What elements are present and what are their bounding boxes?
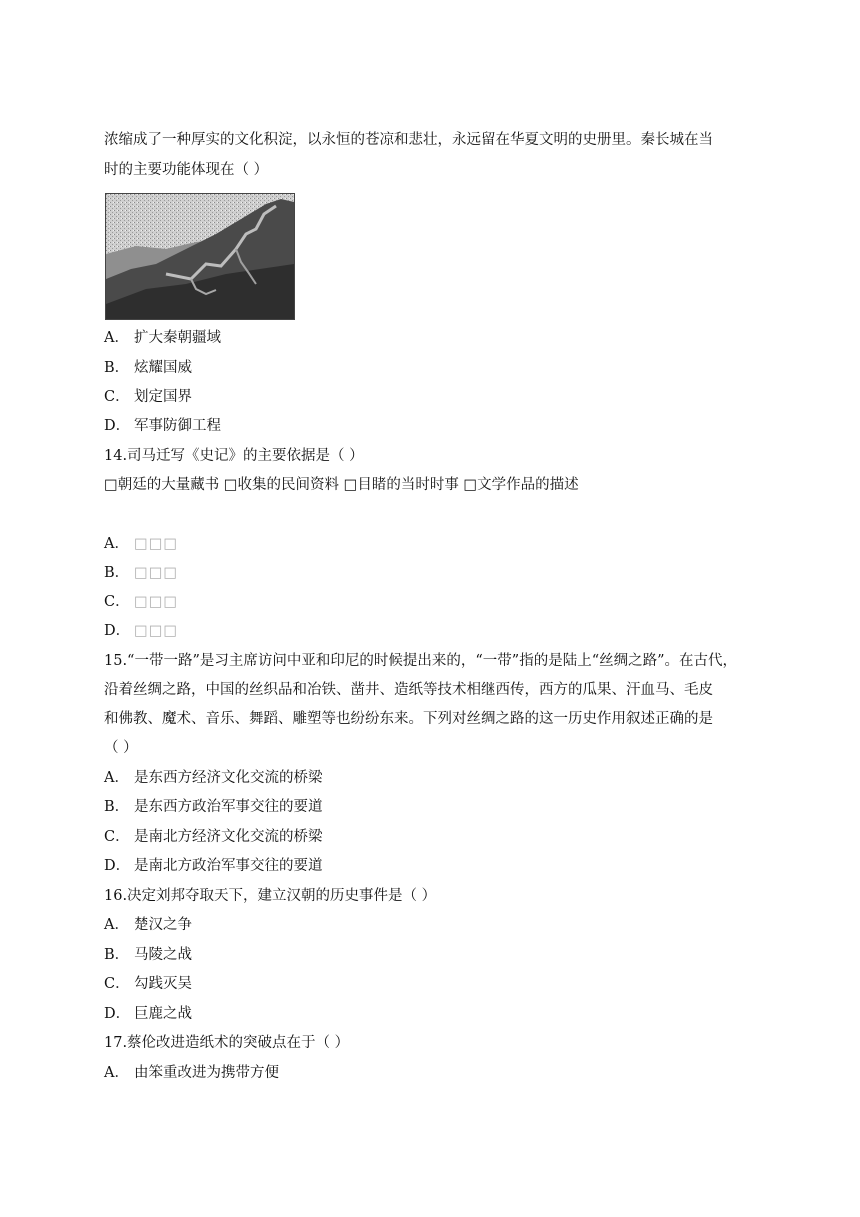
q15-option-a[interactable]: A． 是东西方经济文化交流的桥梁 xyxy=(104,770,323,786)
q15-stem-line1: 15.“一带一路”是习主席访问中亚和印尼的时候提出来的，“一带”指的是陆上“丝绸之路”。在古代， xyxy=(104,653,738,669)
q14-option-c[interactable]: C． □□□ xyxy=(104,594,179,610)
q14-option-b[interactable]: B． □□□ xyxy=(104,565,179,581)
q13-option-d[interactable]: D． 军事防御工程 xyxy=(104,418,221,434)
q13-intro-line1: 浓缩成了一种厚实的文化积淀，以永恒的苍凉和悲壮，永远留在华夏文明的史册里。秦长城在当 xyxy=(104,132,713,148)
q14-items: □朝廷的大量藏书 □收集的民间资料 □目睹的当时时事 □文学作品的描述 xyxy=(104,477,579,493)
q16-option-c[interactable]: C． 勾践灭吴 xyxy=(104,976,192,992)
q17-stem: 17.蔡伦改进造纸术的突破点在于（ ） xyxy=(104,1035,350,1051)
q15-option-d[interactable]: D． 是南北方政治军事交往的要道 xyxy=(104,858,323,874)
q13-option-a[interactable]: A． 扩大秦朝疆域 xyxy=(104,330,221,346)
q13-intro-line2: 时的主要功能体现在（ ） xyxy=(104,162,269,178)
q14-option-a[interactable]: A． □□□ xyxy=(104,536,179,552)
q15-option-c[interactable]: C． 是南北方经济文化交流的桥梁 xyxy=(104,829,323,845)
q14-option-d[interactable]: D． □□□ xyxy=(104,623,179,639)
q15-stem-line3: 和佛教、魔术、音乐、舞蹈、雕塑等也纷纷东来。下列对丝绸之路的这一历史作用叙述正确的是 xyxy=(104,711,713,727)
q15-stem-line4: （ ） xyxy=(104,740,138,756)
q16-option-b[interactable]: B． 马陵之战 xyxy=(104,947,192,963)
q15-option-b[interactable]: B． 是东西方政治军事交往的要道 xyxy=(104,799,323,815)
great-wall-photo xyxy=(105,193,295,320)
q15-stem-line2: 沿着丝绸之路，中国的丝织品和冶铁、凿井、造纸等技术相继西传，西方的瓜果、汗血马、毛皮 xyxy=(104,682,713,698)
q13-option-c[interactable]: C． 划定国界 xyxy=(104,389,192,405)
q14-stem: 14.司马迁写《史记》的主要依据是（ ） xyxy=(104,448,364,464)
q17-option-a[interactable]: A． 由笨重改进为携带方便 xyxy=(104,1065,279,1081)
great-wall-illustration xyxy=(106,194,294,319)
q16-option-a[interactable]: A． 楚汉之争 xyxy=(104,917,192,933)
q16-stem: 16.决定刘邦夺取天下，建立汉朝的历史事件是（ ） xyxy=(104,888,437,904)
q16-option-d[interactable]: D． 巨鹿之战 xyxy=(104,1006,192,1022)
q13-option-b[interactable]: B． 炫耀国威 xyxy=(104,360,192,376)
